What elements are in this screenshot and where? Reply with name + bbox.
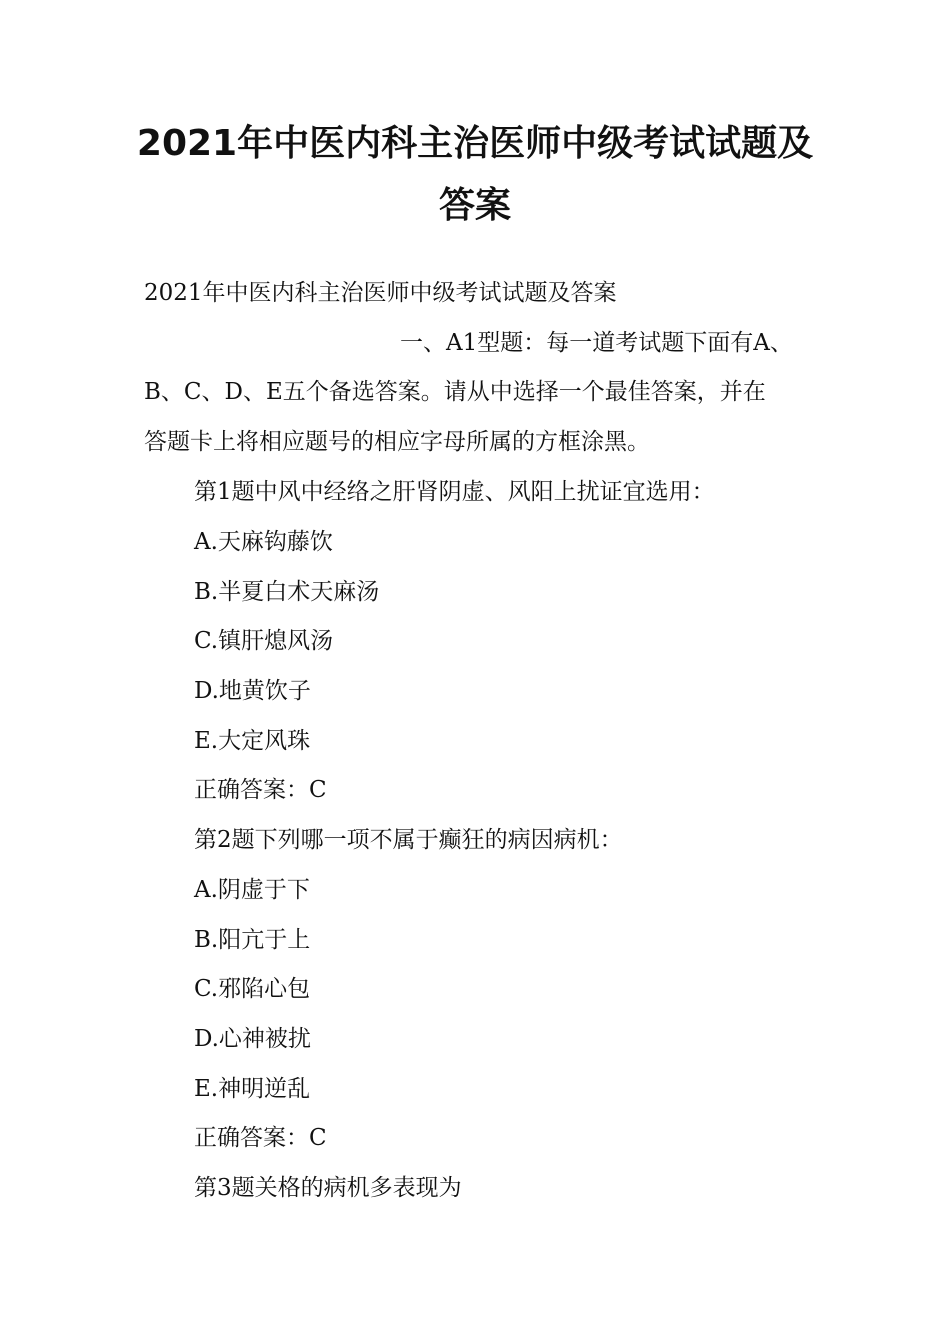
question-2-option-d: D.心神被扰 <box>194 1026 311 1052</box>
document-title-line-1: 2021年中医内科主治医师中级考试试题及 <box>136 123 814 164</box>
question-1-option-d: D.地黄饮子 <box>194 678 311 704</box>
question-1-option-b: B.半夏白术天麻汤 <box>194 579 380 605</box>
question-1-option-e: E.大定风珠 <box>194 728 311 754</box>
question-2-option-c: C.邪陷心包 <box>194 976 311 1002</box>
document-subtitle: 2021年中医内科主治医师中级考试试题及答案 <box>144 280 617 306</box>
question-2-option-e: E.神明逆乱 <box>194 1076 311 1102</box>
section-intro-line-2: B、C、D、E五个备选答案。请从中选择一个最佳答案，并在 <box>144 379 766 405</box>
question-1-stem: 第1题中风中经络之肝肾阴虚、风阳上扰证宜选用： <box>194 479 715 505</box>
question-2-option-b: B.阳亢于上 <box>194 927 311 953</box>
question-2-option-a: A.阴虚于下 <box>194 877 310 903</box>
question-1-option-a: A.天麻钩藤饮 <box>194 529 333 555</box>
question-2-answer: 正确答案：C <box>194 1125 327 1151</box>
document-title-line-2: 答案 <box>438 185 511 226</box>
question-1-answer: 正确答案：C <box>194 777 327 803</box>
section-intro-line-1: 一、A1型题：每一道考试题下面有A、 <box>400 330 793 356</box>
section-intro-line-3: 答题卡上将相应题号的相应字母所属的方框涂黑。 <box>144 429 650 455</box>
question-1-option-c: C.镇肝熄风汤 <box>194 628 334 654</box>
question-3-stem: 第3题关格的病机多表现为 <box>194 1175 462 1201</box>
question-2-stem: 第2题下列哪一项不属于癫狂的病因病机： <box>194 827 623 853</box>
